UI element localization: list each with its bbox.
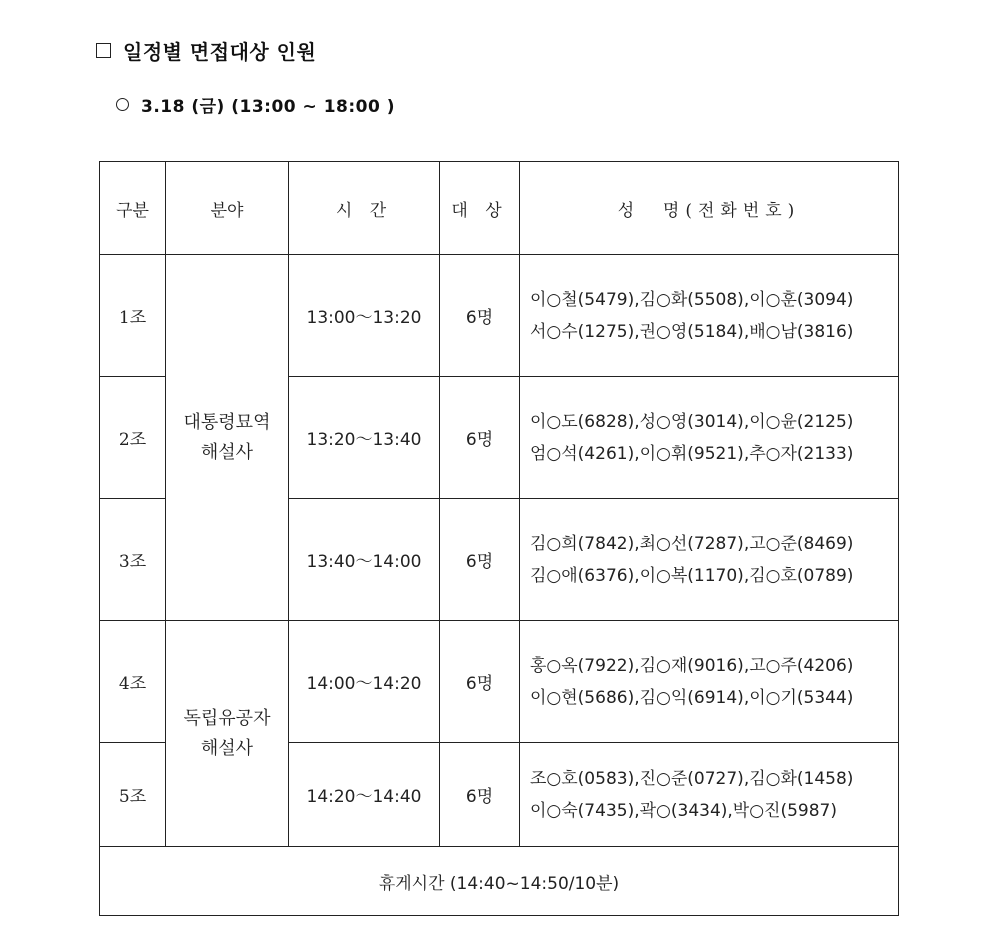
names-line: 엄○석(4261),이○휘(9521),추○자(2133): [530, 443, 854, 464]
group-cell: 4조: [100, 621, 166, 743]
names-line: 김○애(6376),이○복(1170),김○호(0789): [530, 565, 854, 586]
count-cell: 6명: [440, 377, 520, 499]
names-line: 김○희(7842),최○선(7287),고○준(8469): [530, 533, 854, 554]
field-line: 대통령묘역: [183, 411, 271, 433]
header-group: 구분: [100, 162, 166, 255]
break-cell: 휴게시간 (14:40~14:50/10분): [100, 847, 899, 916]
header-field: 분야: [166, 162, 289, 255]
table-header-row: [100, 162, 899, 255]
time-cell: 14:20～14:40: [289, 743, 440, 847]
field-cell: [166, 621, 289, 847]
names-line: 이○철(5479),김○화(5508),이○훈(3094): [530, 289, 854, 310]
schedule-subheading-text: 3.18 (금) (13:00 ~ 18:00 ): [141, 97, 396, 117]
names-cell: [520, 743, 899, 847]
group-cell: 5조: [100, 743, 166, 847]
names-line: 이○도(6828),성○영(3014),이○윤(2125): [530, 411, 854, 432]
field-line: 해설사: [200, 441, 254, 463]
time-cell: 14:00～14:20: [289, 621, 440, 743]
circle-bullet-icon: [116, 98, 129, 111]
field-line: 독립유공자: [183, 707, 271, 729]
names-cell: [520, 377, 899, 499]
names-line: 이○현(5686),김○익(6914),이○기(5344): [530, 687, 854, 708]
count-cell: 6명: [440, 499, 520, 621]
header-count: 대 상: [440, 162, 520, 255]
group-cell: 3조: [100, 499, 166, 621]
section-heading: [96, 36, 316, 65]
section-heading-text: 일정별 면접대상 인원: [123, 40, 317, 64]
table-row: [100, 621, 899, 743]
names-cell: [520, 499, 899, 621]
time-cell: 13:00～13:20: [289, 255, 440, 377]
names-line: 이○숙(7435),곽○(3434),박○진(5987): [530, 800, 838, 821]
header-time: 시 간: [289, 162, 440, 255]
count-cell: 6명: [440, 621, 520, 743]
names-line: 홍○옥(7922),김○재(9016),고○주(4206): [530, 655, 854, 676]
checkbox-square-icon: [96, 43, 111, 58]
break-row: [100, 847, 899, 916]
group-cell: 1조: [100, 255, 166, 377]
time-cell: 13:40～14:00: [289, 499, 440, 621]
field-cell: [166, 255, 289, 621]
field-line: 해설사: [200, 737, 254, 759]
table-row: [100, 255, 899, 377]
names-line: 조○호(0583),진○준(0727),김○화(1458): [530, 768, 854, 789]
interview-schedule-table: [99, 161, 899, 916]
schedule-subheading: [116, 92, 395, 117]
names-cell: [520, 255, 899, 377]
time-cell: 13:20～13:40: [289, 377, 440, 499]
header-names: 성 명(전화번호): [520, 162, 899, 255]
count-cell: 6명: [440, 743, 520, 847]
names-line: 서○수(1275),권○영(5184),배○남(3816): [530, 321, 854, 342]
group-cell: 2조: [100, 377, 166, 499]
names-cell: [520, 621, 899, 743]
count-cell: 6명: [440, 255, 520, 377]
